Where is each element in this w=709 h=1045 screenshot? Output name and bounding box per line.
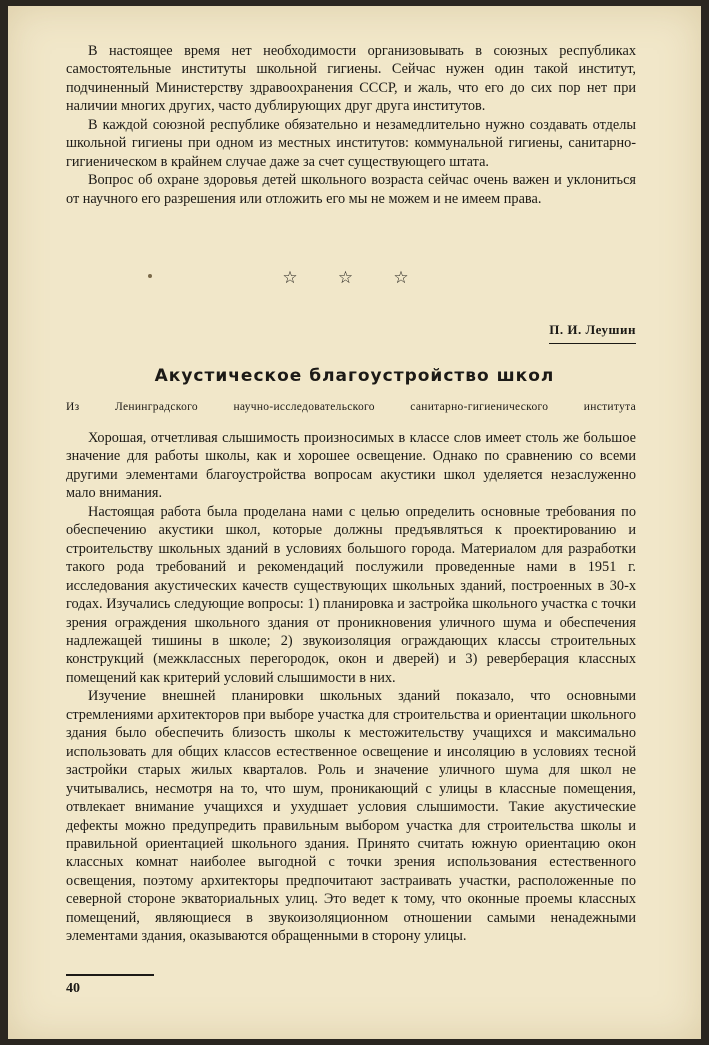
paragraph: Хорошая, отчетливая слышимость произносимых в классе слов имеет столь же большое значение для работы школы, как и хорошее освещение. Однако по сравнению со всеми другими элементами благоустройства вопросам акустики школ уделяется незаслуженно мало внимания.	[66, 430, 636, 502]
top-text-block	[66, 42, 636, 208]
paragraph: В настоящее время нет необходимости организовывать в союзных республиках самостоятельные институты школьной гигиены. Сейчас нужен один такой институт, подчиненный Министерству здравоохранения СССР, и жаль, что его до сих пор нет при наличии многих других, часто дублирующих друг друга институтов.	[66, 43, 636, 115]
paragraph: В каждой союзной республике обязательно и незамедлительно нужно создавать отделы школьной гигиены при одном из местных институтов: коммунальной гигиены, санитарно-гигиеническом в крайнем случае даже за счет существующего штата.	[66, 116, 636, 170]
book-page	[8, 6, 701, 1039]
article-subtitle: Из Ленинградского научно-исследовательского санитарно-гигиенического института	[66, 401, 636, 413]
page-number: 40	[66, 981, 80, 996]
article-author: П. И. Леушин	[549, 322, 636, 344]
paragraph: Настоящая работа была проделана нами с целью определить основные требования по обеспечению акустики школ, которые должны предъявляться к проектированию и строительству школьных зданий в условиях большого города. Материалом для разработки такого рода требований и рекомендаций послужили проведенные нами в 1951 г. исследования акустических качеств существующих школьных зданий, построенных в 30-х годах. Изучались следующие вопросы: 1) планировка и застройка школьного участка с точки зрения ограждения школьного здания от проникновения уличного шума и обеспечения надлежащей тишины в школе; 2) звукоизоляция ограждающих классы строительных конструкций (межклассных перегородок, окон и дверей) и 3) реверберация классных помещений как критерий условий слышимости в них.	[66, 503, 636, 686]
article-body	[66, 429, 636, 946]
paragraph: Изучение внешней планировки школьных зданий показало, что основными стремлениями архитекторов при выборе участка для строительства и ориентации школьного здания было обеспечить близость школы к местожительству учащихся и максимально использовать для общих классов естественное освещение и инсоляцию в условиях тесной застройки старых жилых кварталов. Роль и значение уличного шума для школ не учитывались, несмотря на то, что шум, проникающий с улицы в классные помещения, отвлекает внимание учащихся и ухудшает условия слышимости. Такие акустические дефекты можно предупредить правильным выбором участка для строительства школы и правильной ориентацией школьного здания. Принято считать южную ориентацию окон классных комнат наиболее выгодной с точки зрения использования естественного освещения, поэтому архитекторы предпочитают застраивать участки, расположенные по северной стороне экваториальных улиц. Это ведет к тому, что оконные проемы классных помещений, являющиеся в звукоизоляционном отношении самыми ненадежными элементами здания, оказываются обращенными в сторону улицы.	[66, 688, 636, 945]
article-title: Акустическое благоустройство школ	[154, 366, 555, 386]
section-separator: ☆ ☆ ☆	[282, 268, 427, 287]
paragraph: Вопрос об охране здоровья детей школьного возраста сейчас очень важен и уклониться от научного его разрешения или отложить его мы не можем и не имеем права.	[66, 172, 636, 207]
footer-rule	[66, 974, 154, 976]
